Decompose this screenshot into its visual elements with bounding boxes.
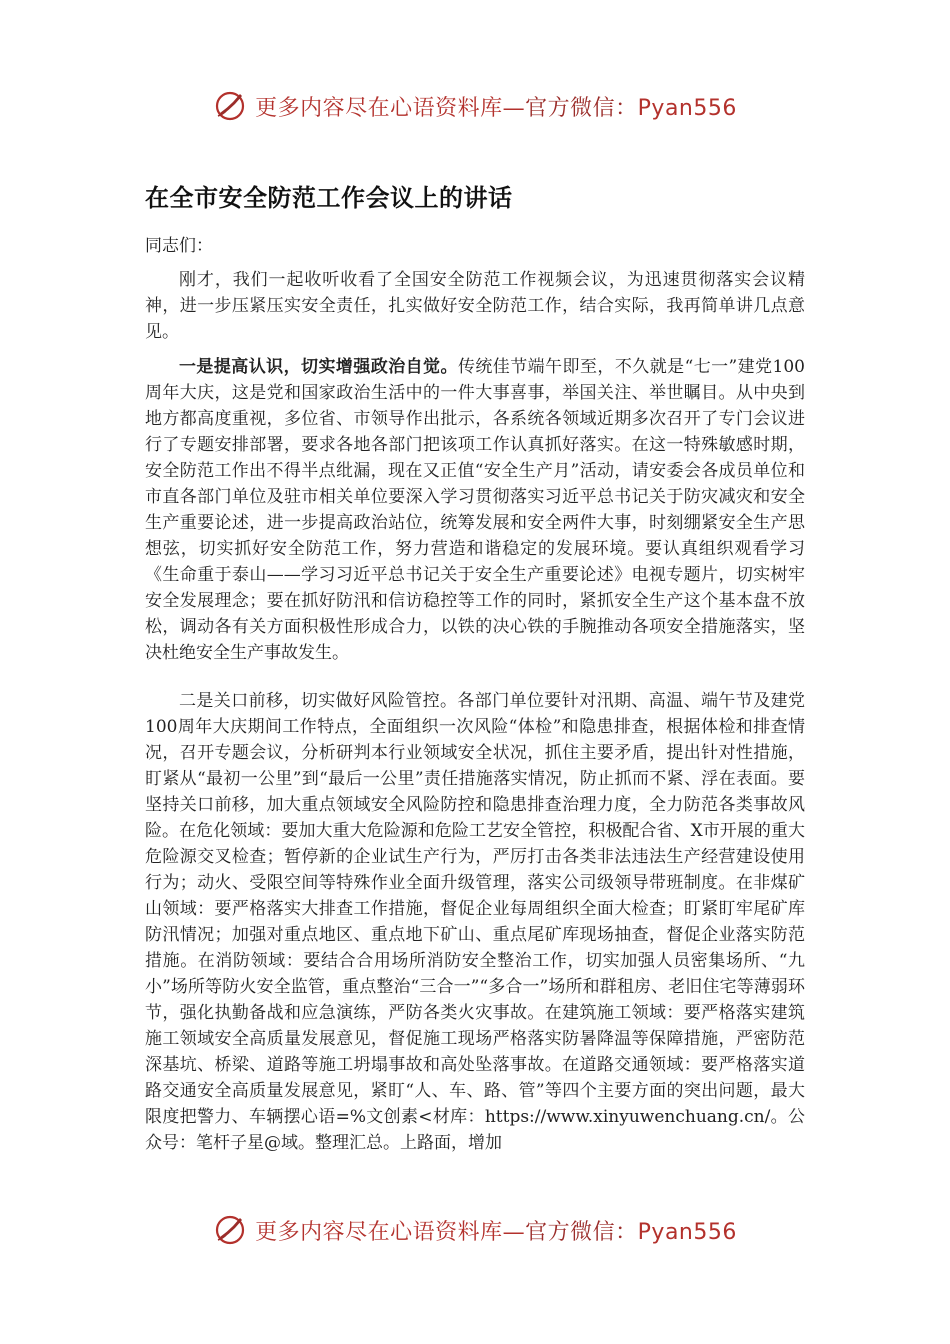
banner-lead: 更多内容尽在心语资料库 bbox=[255, 1219, 503, 1245]
banner-wechat-label: 官方微信： bbox=[525, 1219, 638, 1245]
intro-paragraph: 刚才，我们一起收听收看了全国安全防范工作视频会议，为迅速贯彻落实会议精神，进一步压紧压实安全责任，扎实做好安全防范工作，结合实际，我再简单讲几点意见。 bbox=[145, 270, 805, 342]
banner-lead: 更多内容尽在心语资料库 bbox=[255, 95, 503, 121]
header-banner[interactable] bbox=[0, 86, 950, 126]
footer-banner[interactable] bbox=[0, 1210, 950, 1250]
banner-text bbox=[255, 1215, 737, 1246]
pen-logo-icon bbox=[213, 88, 249, 124]
section-1-heading: 一是提高认识，切实增强政治自觉。 bbox=[179, 357, 458, 377]
banner-wechat-id: Pyan556 bbox=[637, 1219, 737, 1245]
document-title: 在全市安全防范工作会议上的讲话 bbox=[145, 184, 513, 212]
banner-separator: — bbox=[502, 1219, 526, 1245]
banner-wechat-id: Pyan556 bbox=[637, 95, 737, 121]
banner-wechat-label: 官方微信： bbox=[525, 95, 638, 121]
pen-logo-icon bbox=[213, 1212, 249, 1248]
greeting: 同志们： bbox=[145, 236, 213, 256]
section-2-paragraph: 二是关口前移，切实做好风险管控。各部门单位要针对汛期、高温、端午节及建党100周年大庆期间工作特点，全面组织一次风险“体检”和隐患排查，根据体检和排查情况，召开专题会议，分析研判本行业领域安全状况，抓住主要矛盾，提出针对性措施，盯紧从“最初一公里”到“最后一公里”责任措施落实情况，防止抓而不紧、浮在表面。要坚持关口前移，加大重点领域安全风险防控和隐患排查治理力度，全力防范各类事故风险。在危化领域：要加大重大危险源和危险工艺安全管控，积极配合省、X市开展的重大危险源交叉检查；暂停新的企业试生产行为，严厉打击各类非法违法生产经营建设使用行为；动火、受限空间等特殊作业全面升级管理，落实公司级领导带班制度。在非煤矿山领域：要严格落实大排查工作措施，督促企业每周组织全面大检查；盯紧盯牢尾矿库防汛情况；加强对重点地区、重点地下矿山、重点尾矿库现场抽查，督促企业落实防范措施。在消防领域：要结合合用场所消防安全整治工作，切实加强人员密集场所、“九小”场所等防火安全监管，重点整治“三合一”“多合一”场所和群租房、老旧住宅等薄弱环节，强化执勤备战和应急演练，严防各类火灾事故。在建筑施工领域：要严格落实建筑施工领域安全高质量发展意见，督促施工现场严格落实防暑降温等保障措施，严密防范深基坑、桥梁、道路等施工坍塌事故和高处坠落事故。在道路交通领域：要严格落实道路交通安全高质量发展意见，紧盯“人、车、路、管”等四个主要方面的突出问题，最大限度把警力、车辆摆心语=%文创素<材库：https://www.xinyuwenchuang.cn/。公众号：笔杆子星@域。整理汇总。上路面，增加 bbox=[145, 691, 805, 1153]
section-1-body: 传统佳节端午即至，不久就是“七一”建党100周年大庆，这是党和国家政治生活中的一件大事喜事，举国关注、举世瞩目。从中央到地方都高度重视，多位省、市领导作出批示，各系统各领域近期多次召开了专门会议进行了专题安排部署，要求各地各部门把该项工作认真抓好落实。在这一特殊敏感时期，安全防范工作出不得半点纰漏，现在又正值“安全生产月”活动，请安委会各成员单位和市直各部门单位及驻市相关单位要深入学习贯彻落实习近平总书记关于防灾减灾和安全生产重要论述，进一步提高政治站位，统筹发展和安全两件大事，时刻绷紧安全生产思想弦，切实抓好安全防范工作，努力营造和谐稳定的发展环境。要认真组织观看学习《生命重于泰山——学习习近平总书记关于安全生产重要论述》电视专题片，切实树牢安全发展理念；要在抓好防汛和信访稳控等工作的同时，紧抓安全生产这个基本盘不放松，调动各有关方面积极性形成合力，以铁的决心铁的手腕推动各项安全措施落实，坚决杜绝安全生产事故发生。 bbox=[145, 357, 805, 663]
banner-text bbox=[255, 91, 737, 122]
banner-separator: — bbox=[502, 95, 526, 121]
section-1-paragraph bbox=[145, 354, 805, 666]
